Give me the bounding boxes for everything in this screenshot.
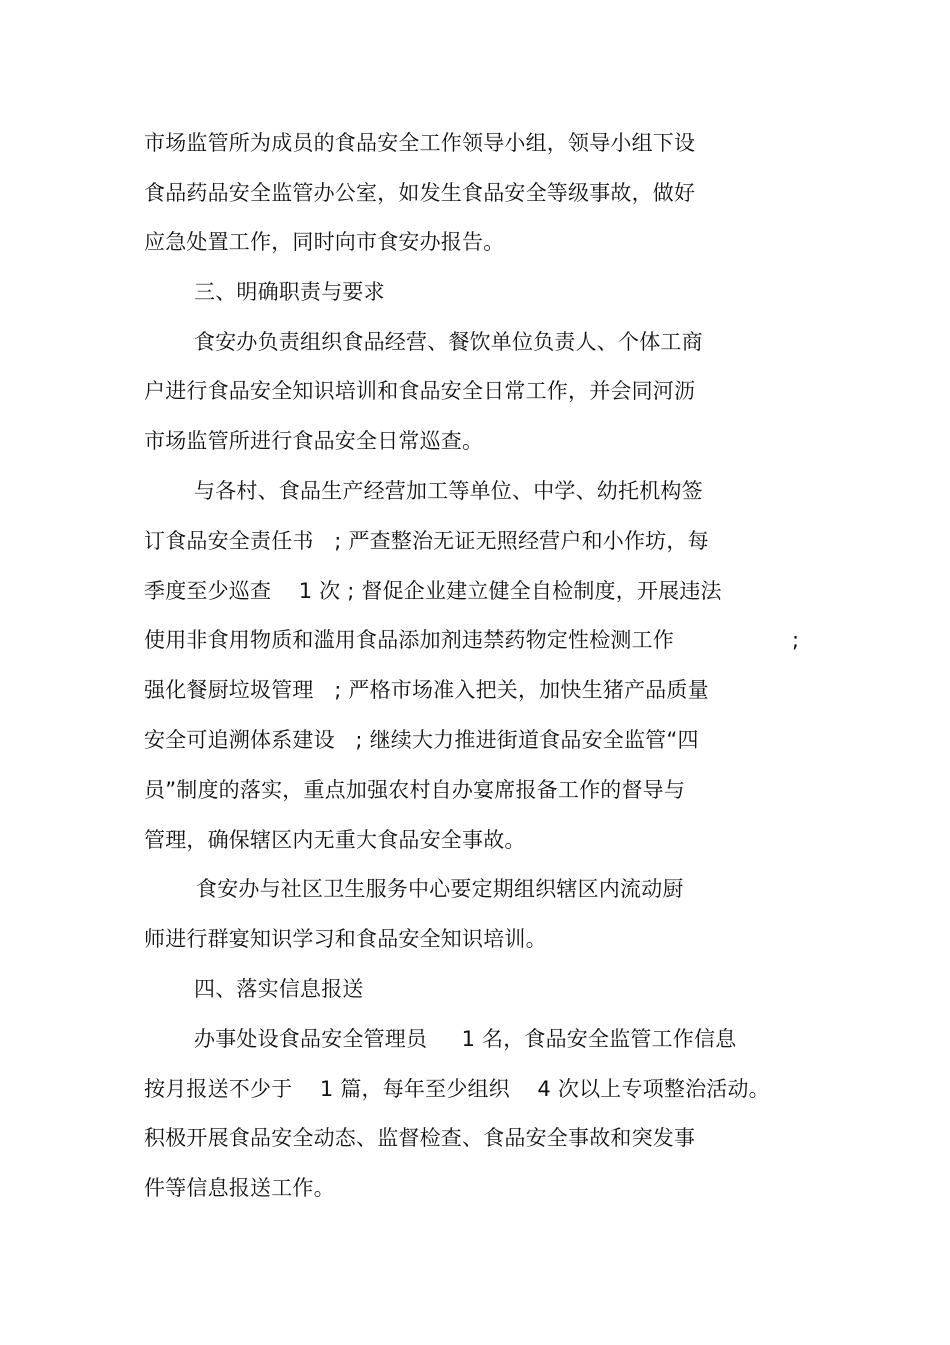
text-line: 市场监管所进行食品安全日常巡查。 (144, 429, 484, 453)
text-line: 食品药品安全监管办公室，如发生食品安全等级事故，做好 (144, 181, 696, 205)
text-line: 季度至少巡查 1 次 ; 督促企业建立健全自检制度，开展违法 (144, 579, 722, 603)
text-line: 安全可追溯体系建设 ; 继续大力推进街道食品安全监管“四 (144, 728, 699, 752)
paragraph-first-line: 办事处设食品安全管理员 1 名，食品安全监管工作信息 (194, 1027, 737, 1051)
text-line: 市场监管所为成员的食品安全工作领导小组，领导小组下设 (144, 131, 696, 155)
section-heading: 四、落实信息报送 (194, 977, 364, 1001)
text-line: 师进行群宴知识学习和食品安全知识培训。 (144, 927, 547, 951)
text-line: 订食品安全责任书 ; 严查整治无证无照经营户和小作坊，每 (144, 529, 709, 553)
text-line: 按月报送不少于 1 篇，每年至少组织 4 次以上专项整治活动。 (144, 1077, 770, 1101)
paragraph-first-line: 与各村、食品生产经营加工等单位、中学、幼托机构签 (194, 479, 703, 503)
text-line: 户进行食品安全知识培训和食品安全日常工作，并会同河沥 (144, 379, 696, 403)
text-line: 员”制度的落实，重点加强农村自办宴席报备工作的督导与 (144, 778, 686, 802)
text-line: 强化餐厨垃圾管理 ; 严格市场准入把关，加快生猪产品质量 (144, 678, 709, 702)
text-line: 积极开展食品安全动态、监督检查、食品安全事故和突发事 (144, 1126, 696, 1150)
text-line: 件等信息报送工作。 (144, 1176, 335, 1200)
text-line: 管理，确保辖区内无重大食品安全事故。 (144, 828, 526, 852)
section-heading: 三、明确职责与要求 (194, 280, 385, 304)
text-line-tail: ; (792, 628, 800, 652)
paragraph-first-line: 食安办与社区卫生服务中心要定期组织辖区内流动厨 (196, 877, 684, 901)
text-line: 使用非食用物质和滥用食品添加剂违禁药物定性检测工作 (144, 628, 674, 652)
paragraph-first-line: 食安办负责组织食品经营、餐饮单位负责人、个体工商 (194, 330, 703, 354)
text-line: 应急处置工作，同时向市食安办报告。 (144, 230, 505, 254)
